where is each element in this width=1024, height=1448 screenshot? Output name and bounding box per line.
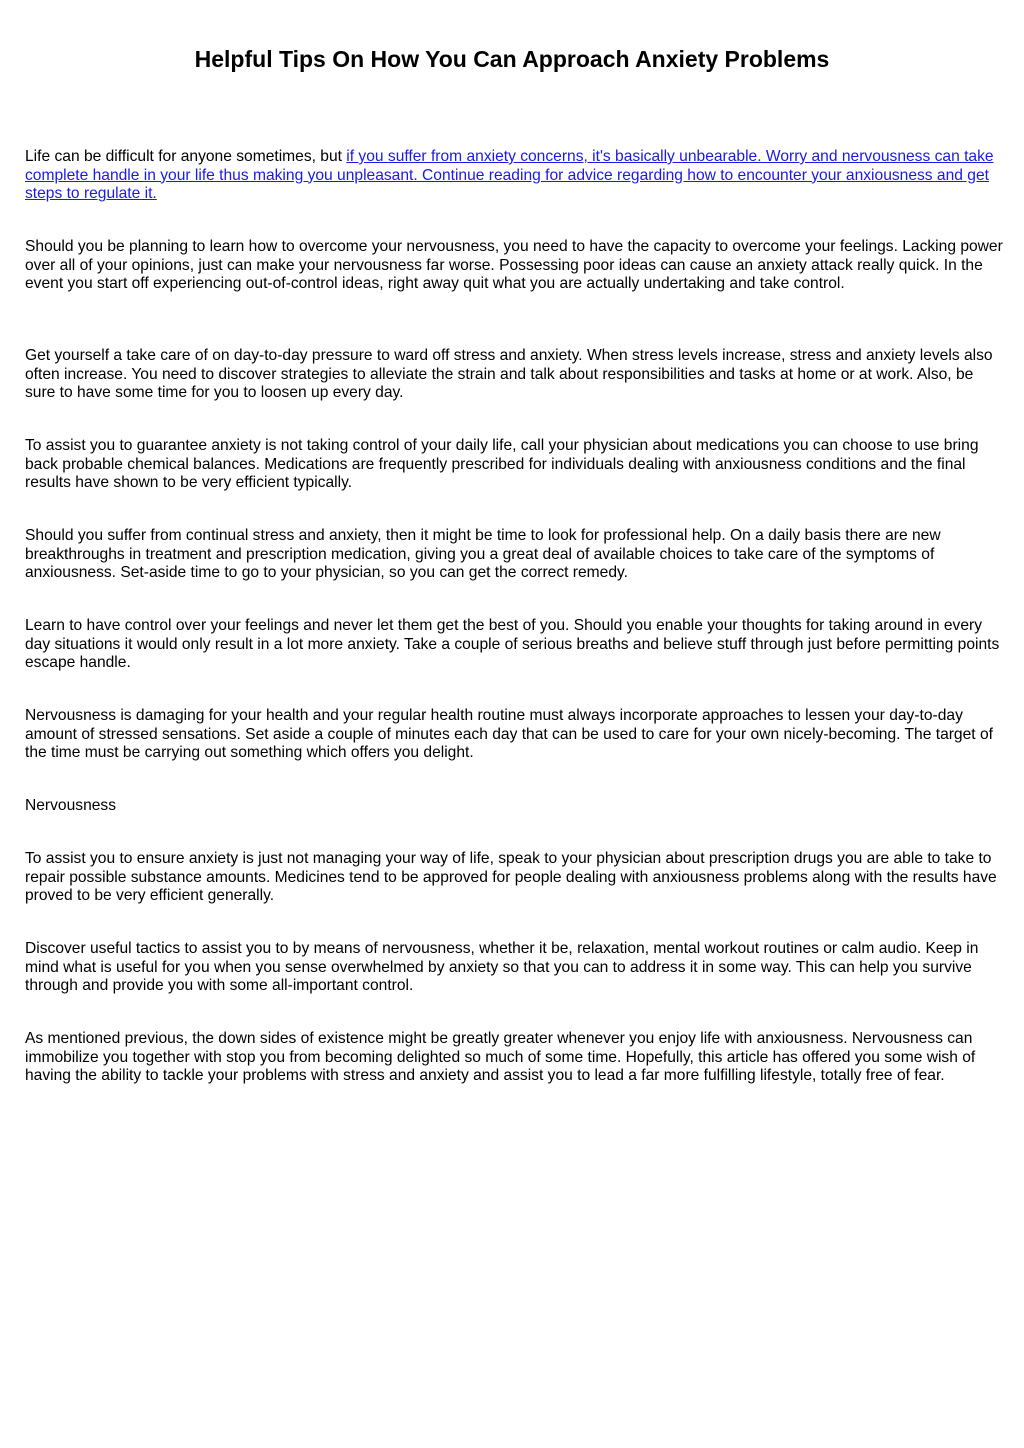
paragraph-heading-nervousness: Nervousness — [25, 797, 117, 814]
paragraph-8: Discover useful tactics to assist you to by means of nervousness, whether it be, relaxation, mental workout routines or calm audio. Keep in mind what is useful for you when you sense overwhelmed by anxiety so that you can to address it in some way. This can help you survive through and provide you with some all-important control. — [25, 940, 979, 995]
paragraph-3: To assist you to guarantee anxiety is not taking control of your daily life, call your physician about medications you can choose to use bring back probable chemical balances. Medications are frequently prescribed for individuals dealing with anxiousness conditions and the final results have shown to be very efficient typically. — [25, 437, 979, 492]
intro-text: Life can be difficult for anyone sometimes, but — [25, 148, 347, 165]
paragraph-5: Learn to have control over your feelings and never let them get the best of you. Should you enable your thoughts for taking around in every day situations it would only result in a lot more anxiety. Take a couple of serious breaths and believe stuff through just before permitting points escape handle. — [25, 617, 1000, 672]
intro-link[interactable]: if you suffer from anxiety concerns, it's basically unbearable. Worry and nervousness can take complete handle in your life thus making you unpleasant. Continue reading for advice regarding how to encounter your anxiousness and get steps to regulate it. — [25, 148, 994, 203]
paragraph-7: To assist you to ensure anxiety is just not managing your way of life, speak to your physician about prescription drugs you are able to take to repair possible substance amounts. Medicines tend to be approved for people dealing with anxiousness problems along with the results have proved to be very efficient generally. — [25, 850, 997, 905]
paragraph-1: Should you be planning to learn how to overcome your nervousness, you need to have the capacity to overcome your feelings. Lacking power over all of your opinions, just can make your nervousness far worse. Possessing poor ideas can cause an anxiety attack really quick. In the event you start off experiencing out-of-control ideas, right away quit what you are actually undertaking and take control. — [25, 238, 1003, 293]
page-title: Helpful Tips On How You Can Approach Anxiety Problems — [194, 46, 830, 72]
intro-paragraph — [25, 148, 1003, 204]
paragraph-2: Get yourself a take care of on day-to-day pressure to ward off stress and anxiety. When stress levels increase, stress and anxiety levels also often increase. You need to discover strategies to alleviate the strain and talk about responsibilities and tasks at home or at work. Also, be sure to have some time for you to loosen up every day. — [25, 347, 993, 402]
paragraph-4: Should you suffer from continual stress and anxiety, then it might be time to look for professional help. On a daily basis there are new breakthroughs in treatment and prescription medication, giving you a great deal of available choices to take care of the symptoms of anxiousness. Set-aside time to go to your physician, so you can get the correct remedy. — [25, 527, 941, 582]
paragraph-9: As mentioned previous, the down sides of existence might be greatly greater whenever you enjoy life with anxiousness. Nervousness can immobilize you together with stop you from becoming delighted so much of some time. Hopefully, this article has offered you some wish of having the ability to tackle your problems with stress and anxiety and assist you to lead a far more fulfilling lifestyle, totally free of fear. — [25, 1030, 976, 1085]
paragraph-6: Nervousness is damaging for your health and your regular health routine must always incorporate approaches to lessen your day-to-day amount of stressed sensations. Set aside a couple of minutes each day that can be used to care for your own nicely-becoming. The target of the time must be carrying out something which offers you delight. — [25, 707, 993, 762]
